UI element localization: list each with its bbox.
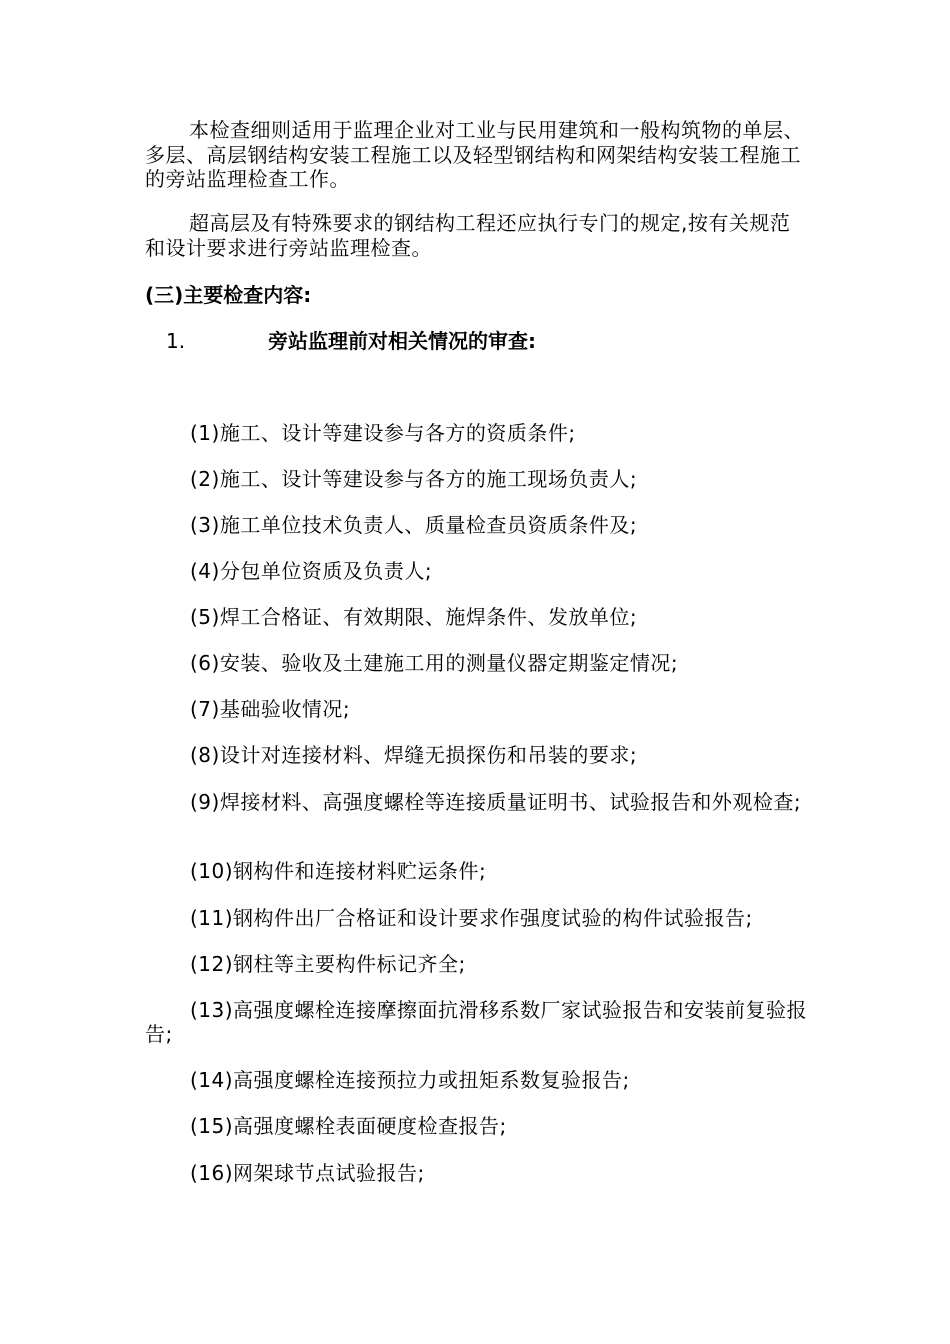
list-item: (14)高强度螺栓连接预拉力或扭矩系数复验报告; (190, 1068, 630, 1092)
list-item: (11)钢构件出厂合格证和设计要求作强度试验的构件试验报告; (190, 906, 753, 930)
intro-paragraph-scope: 本检查细则适用于监理企业对工业与民用建筑和一般构筑物的单层、多层、高层钢结构安装工程施工以及轻型钢结构和网架结构安装工程施工的旁站监理检查工作。 (145, 118, 804, 191)
list-item: (4)分包单位资质及负责人; (190, 559, 433, 583)
subsection-number: 1. (166, 329, 186, 353)
list-item: (15)高强度螺栓表面硬度检查报告; (190, 1114, 507, 1138)
list-item: (16)网架球节点试验报告; (190, 1161, 425, 1185)
list-item: (8)设计对连接材料、焊缝无损探伤和吊装的要求; (190, 743, 638, 767)
subsection-title: 旁站监理前对相关情况的审查: (268, 329, 536, 353)
list-item: (13)高强度螺栓连接摩擦面抗滑移系数厂家试验报告和安装前复验报告; (145, 998, 808, 1046)
list-item: (5)焊工合格证、有效期限、施焊条件、发放单位; (190, 605, 638, 629)
list-item: (10)钢构件和连接材料贮运条件; (190, 859, 487, 883)
list-item: (7)基础验收情况; (190, 697, 351, 721)
list-item: (12)钢柱等主要构件标记齐全; (190, 952, 466, 976)
list-item: (2)施工、设计等建设参与各方的施工现场负责人; (190, 467, 638, 491)
list-item: (6)安装、验收及土建施工用的测量仪器定期鉴定情况; (190, 651, 679, 675)
intro-paragraph-special: 超高层及有特殊要求的钢结构工程还应执行专门的规定,按有关规范和设计要求进行旁站监理检查。 (145, 211, 791, 260)
section-heading: (三)主要检查内容: (145, 283, 312, 307)
list-item: (1)施工、设计等建设参与各方的资质条件; (190, 421, 576, 445)
list-item: (9)焊接材料、高强度螺栓等连接质量证明书、试验报告和外观检查; (190, 790, 802, 814)
list-item: (3)施工单位技术负责人、质量检查员资质条件及; (190, 513, 638, 537)
